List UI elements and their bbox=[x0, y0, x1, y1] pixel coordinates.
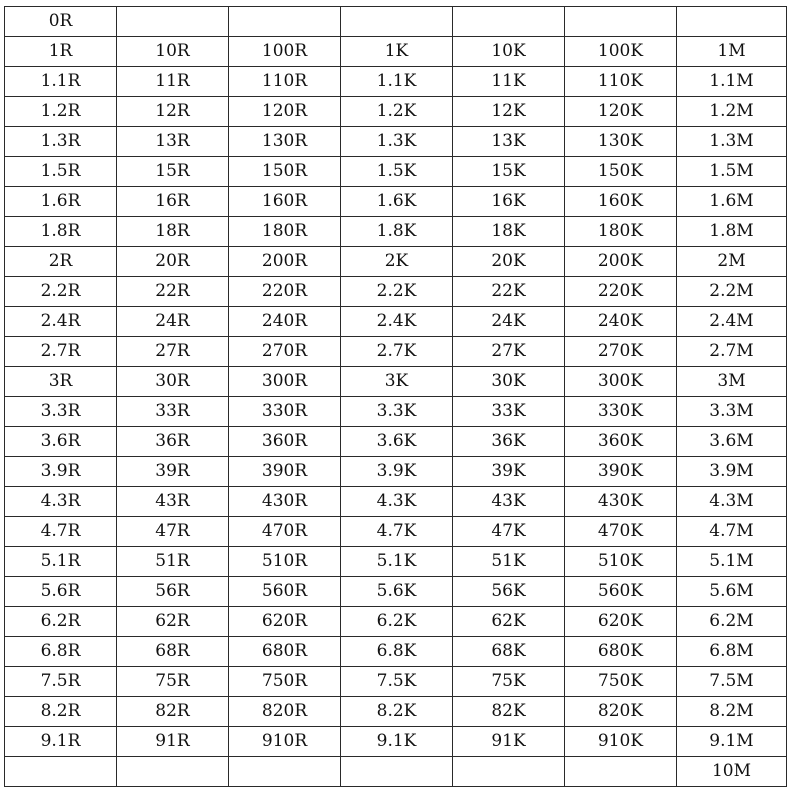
table-cell bbox=[565, 757, 677, 787]
table-cell bbox=[229, 7, 341, 37]
table-cell bbox=[229, 757, 341, 787]
table-row bbox=[5, 367, 787, 397]
table-cell: 270K bbox=[565, 337, 677, 367]
table-cell: 68R bbox=[117, 637, 229, 667]
table-cell: 3R bbox=[5, 367, 117, 397]
table-cell: 300K bbox=[565, 367, 677, 397]
table-cell: 9.1M bbox=[677, 727, 787, 757]
table-row bbox=[5, 37, 787, 67]
table-cell: 3M bbox=[677, 367, 787, 397]
table-row bbox=[5, 457, 787, 487]
table-row bbox=[5, 157, 787, 187]
table-cell: 5.6K bbox=[341, 577, 453, 607]
table-cell: 4.3K bbox=[341, 487, 453, 517]
table-cell: 7.5R bbox=[5, 667, 117, 697]
table-cell: 11R bbox=[117, 67, 229, 97]
table-cell: 20K bbox=[453, 247, 565, 277]
table-cell: 13K bbox=[453, 127, 565, 157]
table-row bbox=[5, 427, 787, 457]
table-cell bbox=[341, 757, 453, 787]
table-cell: 2.4K bbox=[341, 307, 453, 337]
table-row bbox=[5, 397, 787, 427]
table-cell: 2K bbox=[341, 247, 453, 277]
table-cell: 240K bbox=[565, 307, 677, 337]
table-cell: 1.8M bbox=[677, 217, 787, 247]
table-cell: 2.2K bbox=[341, 277, 453, 307]
table-cell: 3K bbox=[341, 367, 453, 397]
table-cell: 200K bbox=[565, 247, 677, 277]
table-cell: 750K bbox=[565, 667, 677, 697]
table-cell: 1R bbox=[5, 37, 117, 67]
table-row bbox=[5, 697, 787, 727]
table-cell: 1.8K bbox=[341, 217, 453, 247]
table-row bbox=[5, 727, 787, 757]
table-row bbox=[5, 127, 787, 157]
table-cell: 75K bbox=[453, 667, 565, 697]
table-cell: 1.3K bbox=[341, 127, 453, 157]
table-cell: 510R bbox=[229, 547, 341, 577]
table-cell: 18K bbox=[453, 217, 565, 247]
table-cell: 16R bbox=[117, 187, 229, 217]
table-cell: 3.9K bbox=[341, 457, 453, 487]
table-cell: 43K bbox=[453, 487, 565, 517]
table-cell: 820K bbox=[565, 697, 677, 727]
table-cell: 390K bbox=[565, 457, 677, 487]
table-cell: 150R bbox=[229, 157, 341, 187]
table-cell: 390R bbox=[229, 457, 341, 487]
table-cell: 62R bbox=[117, 607, 229, 637]
table-cell bbox=[341, 7, 453, 37]
table-cell: 6.8R bbox=[5, 637, 117, 667]
table-cell: 220K bbox=[565, 277, 677, 307]
table-cell: 9.1K bbox=[341, 727, 453, 757]
table-cell: 120K bbox=[565, 97, 677, 127]
table-cell: 150K bbox=[565, 157, 677, 187]
table-row bbox=[5, 637, 787, 667]
table-cell: 6.2M bbox=[677, 607, 787, 637]
table-cell: 5.1M bbox=[677, 547, 787, 577]
table-row bbox=[5, 517, 787, 547]
table-cell: 3.6K bbox=[341, 427, 453, 457]
table-cell: 330K bbox=[565, 397, 677, 427]
table-cell: 750R bbox=[229, 667, 341, 697]
table-cell: 10M bbox=[677, 757, 787, 787]
table-cell: 270R bbox=[229, 337, 341, 367]
table-cell: 360K bbox=[565, 427, 677, 457]
table-cell: 12R bbox=[117, 97, 229, 127]
table-cell: 6.8M bbox=[677, 637, 787, 667]
table-cell: 27R bbox=[117, 337, 229, 367]
table-cell: 7.5M bbox=[677, 667, 787, 697]
table-cell: 15K bbox=[453, 157, 565, 187]
table-cell: 1.2M bbox=[677, 97, 787, 127]
table-row bbox=[5, 487, 787, 517]
table-cell: 200R bbox=[229, 247, 341, 277]
table-cell: 22R bbox=[117, 277, 229, 307]
table-cell: 240R bbox=[229, 307, 341, 337]
table-cell: 91R bbox=[117, 727, 229, 757]
table-cell: 680K bbox=[565, 637, 677, 667]
table-row bbox=[5, 7, 787, 37]
table-cell: 180R bbox=[229, 217, 341, 247]
table-cell: 110R bbox=[229, 67, 341, 97]
table-cell: 5.1K bbox=[341, 547, 453, 577]
table-cell: 10K bbox=[453, 37, 565, 67]
table-cell: 1.2R bbox=[5, 97, 117, 127]
table-cell: 470R bbox=[229, 517, 341, 547]
table-cell: 20R bbox=[117, 247, 229, 277]
table-cell: 3.3R bbox=[5, 397, 117, 427]
table-cell: 300R bbox=[229, 367, 341, 397]
table-cell: 1.1K bbox=[341, 67, 453, 97]
table-row bbox=[5, 217, 787, 247]
table-cell: 470K bbox=[565, 517, 677, 547]
table-cell: 110K bbox=[565, 67, 677, 97]
table-cell: 9.1R bbox=[5, 727, 117, 757]
table-cell bbox=[453, 7, 565, 37]
table-cell: 33K bbox=[453, 397, 565, 427]
table-cell: 36R bbox=[117, 427, 229, 457]
table-cell: 3.6R bbox=[5, 427, 117, 457]
table-cell: 13R bbox=[117, 127, 229, 157]
table-row bbox=[5, 307, 787, 337]
table-cell: 75R bbox=[117, 667, 229, 697]
table-row bbox=[5, 97, 787, 127]
table-cell: 12K bbox=[453, 97, 565, 127]
table-cell: 1M bbox=[677, 37, 787, 67]
table-cell: 1.2K bbox=[341, 97, 453, 127]
table-cell: 5.6R bbox=[5, 577, 117, 607]
table-cell: 7.5K bbox=[341, 667, 453, 697]
table-cell: 27K bbox=[453, 337, 565, 367]
table-cell: 2.7R bbox=[5, 337, 117, 367]
table-cell: 56K bbox=[453, 577, 565, 607]
table-cell: 1K bbox=[341, 37, 453, 67]
table-cell bbox=[565, 7, 677, 37]
table-cell: 4.3M bbox=[677, 487, 787, 517]
table-cell: 910R bbox=[229, 727, 341, 757]
table-cell: 1.5R bbox=[5, 157, 117, 187]
table-row bbox=[5, 667, 787, 697]
table-cell: 2M bbox=[677, 247, 787, 277]
table-cell: 100K bbox=[565, 37, 677, 67]
table-cell: 39R bbox=[117, 457, 229, 487]
table-cell: 91K bbox=[453, 727, 565, 757]
table-cell: 2.2M bbox=[677, 277, 787, 307]
table-cell: 36K bbox=[453, 427, 565, 457]
table-cell: 620K bbox=[565, 607, 677, 637]
table-cell bbox=[677, 7, 787, 37]
table-cell: 1.3M bbox=[677, 127, 787, 157]
table-cell: 6.2K bbox=[341, 607, 453, 637]
table-cell: 3.3K bbox=[341, 397, 453, 427]
table-cell: 1.1M bbox=[677, 67, 787, 97]
table-row bbox=[5, 607, 787, 637]
table-cell: 180K bbox=[565, 217, 677, 247]
table-cell: 560K bbox=[565, 577, 677, 607]
table-cell: 3.6M bbox=[677, 427, 787, 457]
table-cell: 1.5K bbox=[341, 157, 453, 187]
table-cell: 3.9M bbox=[677, 457, 787, 487]
table-cell: 130K bbox=[565, 127, 677, 157]
table-cell: 1.8R bbox=[5, 217, 117, 247]
table-cell: 15R bbox=[117, 157, 229, 187]
table-cell: 560R bbox=[229, 577, 341, 607]
table-cell: 2.7K bbox=[341, 337, 453, 367]
table-cell: 820R bbox=[229, 697, 341, 727]
table-cell: 4.7R bbox=[5, 517, 117, 547]
table-cell: 6.2R bbox=[5, 607, 117, 637]
table-cell: 3.3M bbox=[677, 397, 787, 427]
table-cell: 3.9R bbox=[5, 457, 117, 487]
table-cell bbox=[117, 7, 229, 37]
table-cell: 910K bbox=[565, 727, 677, 757]
table-cell: 160R bbox=[229, 187, 341, 217]
table-cell: 82R bbox=[117, 697, 229, 727]
table-cell: 220R bbox=[229, 277, 341, 307]
table-row bbox=[5, 577, 787, 607]
table-cell: 620R bbox=[229, 607, 341, 637]
table-cell: 100R bbox=[229, 37, 341, 67]
table-cell: 2.7M bbox=[677, 337, 787, 367]
table-cell bbox=[453, 757, 565, 787]
table-cell: 39K bbox=[453, 457, 565, 487]
table-cell: 51K bbox=[453, 547, 565, 577]
table-cell: 24K bbox=[453, 307, 565, 337]
table-cell: 82K bbox=[453, 697, 565, 727]
table-cell: 30R bbox=[117, 367, 229, 397]
table-cell: 51R bbox=[117, 547, 229, 577]
table-cell: 1.3R bbox=[5, 127, 117, 157]
table-cell: 2.4M bbox=[677, 307, 787, 337]
table-cell: 130R bbox=[229, 127, 341, 157]
table-cell: 68K bbox=[453, 637, 565, 667]
table-cell: 47R bbox=[117, 517, 229, 547]
table-cell: 16K bbox=[453, 187, 565, 217]
table-cell bbox=[117, 757, 229, 787]
table-row bbox=[5, 67, 787, 97]
table-cell: 2.2R bbox=[5, 277, 117, 307]
table-cell: 0R bbox=[5, 7, 117, 37]
table-cell: 430R bbox=[229, 487, 341, 517]
table-cell: 1.1R bbox=[5, 67, 117, 97]
table-cell: 120R bbox=[229, 97, 341, 127]
table-cell: 10R bbox=[117, 37, 229, 67]
table-cell: 56R bbox=[117, 577, 229, 607]
table-row bbox=[5, 187, 787, 217]
table-cell: 8.2R bbox=[5, 697, 117, 727]
table-cell: 62K bbox=[453, 607, 565, 637]
table-body bbox=[5, 7, 787, 787]
table-cell: 4.7K bbox=[341, 517, 453, 547]
table-cell: 18R bbox=[117, 217, 229, 247]
table-cell: 1.6K bbox=[341, 187, 453, 217]
table-cell: 5.6M bbox=[677, 577, 787, 607]
table-cell: 47K bbox=[453, 517, 565, 547]
table-cell: 1.6M bbox=[677, 187, 787, 217]
table-cell: 680R bbox=[229, 637, 341, 667]
table-row bbox=[5, 277, 787, 307]
table-cell: 160K bbox=[565, 187, 677, 217]
table-cell: 43R bbox=[117, 487, 229, 517]
table-cell: 8.2K bbox=[341, 697, 453, 727]
table-cell: 430K bbox=[565, 487, 677, 517]
table-row bbox=[5, 757, 787, 787]
table-cell: 2R bbox=[5, 247, 117, 277]
table-cell: 360R bbox=[229, 427, 341, 457]
table-row bbox=[5, 247, 787, 277]
table-cell: 510K bbox=[565, 547, 677, 577]
table-cell: 2.4R bbox=[5, 307, 117, 337]
table-cell: 8.2M bbox=[677, 697, 787, 727]
table-cell: 1.6R bbox=[5, 187, 117, 217]
table-cell bbox=[5, 757, 117, 787]
table-row bbox=[5, 337, 787, 367]
table-cell: 11K bbox=[453, 67, 565, 97]
table-cell: 33R bbox=[117, 397, 229, 427]
table-cell: 4.3R bbox=[5, 487, 117, 517]
table-row bbox=[5, 547, 787, 577]
table-cell: 6.8K bbox=[341, 637, 453, 667]
table-cell: 1.5M bbox=[677, 157, 787, 187]
table-cell: 4.7M bbox=[677, 517, 787, 547]
resistor-value-table bbox=[4, 6, 787, 787]
table-cell: 30K bbox=[453, 367, 565, 397]
table-cell: 330R bbox=[229, 397, 341, 427]
table-cell: 22K bbox=[453, 277, 565, 307]
table-cell: 24R bbox=[117, 307, 229, 337]
table-cell: 5.1R bbox=[5, 547, 117, 577]
